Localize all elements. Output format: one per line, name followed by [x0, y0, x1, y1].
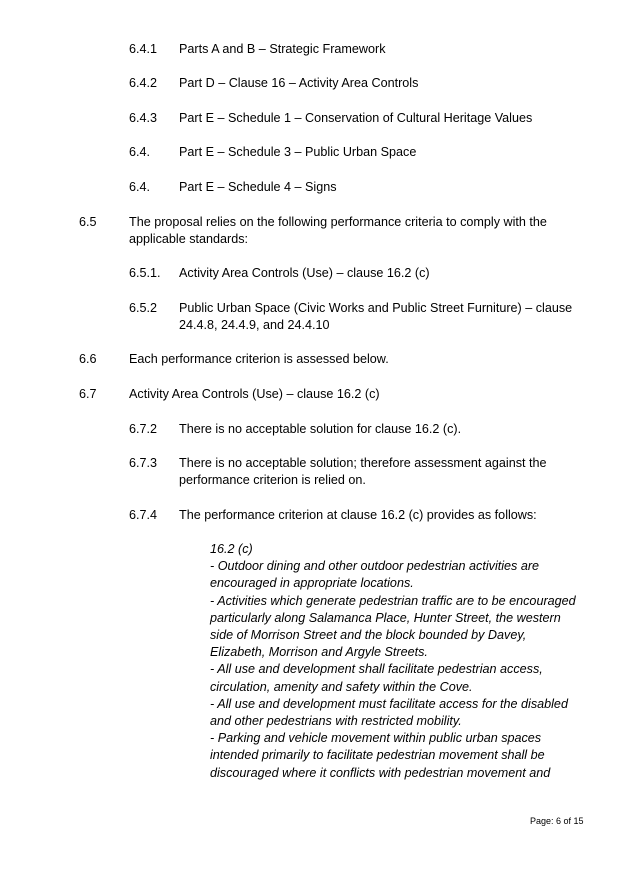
- quote-line: side of Morrison Street and the block bounded by Davey,: [210, 628, 527, 642]
- item-text: The performance criterion at clause 16.2 (c) provides as follows:: [179, 508, 537, 522]
- item-text: Part E – Schedule 4 – Signs: [179, 180, 337, 194]
- item-number: 6.7.2: [129, 422, 158, 436]
- item-number: 6.4.2: [129, 76, 158, 90]
- quote-line: - Parking and vehicle movement within public urban spaces: [210, 731, 542, 745]
- quote-line: - Activities which generate pedestrian traffic are to be encouraged: [210, 594, 576, 608]
- item-text: Public Urban Space (Civic Works and Public Street Furniture) – clause: [179, 301, 573, 315]
- item-text: performance criterion is relied on.: [179, 473, 366, 487]
- item-number: 6.4.: [129, 145, 151, 159]
- item-text: Part D – Clause 16 – Activity Area Controls: [179, 76, 419, 90]
- quote-line: circulation, amenity and safety within the Cove.: [210, 680, 473, 694]
- quote-line: 16.2 (c): [210, 542, 253, 556]
- item-text: Part E – Schedule 1 – Conservation of Cultural Heritage Values: [179, 111, 533, 125]
- item-number: 6.5.1.: [129, 266, 161, 280]
- item-text: Part E – Schedule 3 – Public Urban Space: [179, 145, 417, 159]
- quote-line: - Outdoor dining and other outdoor pedestrian activities are: [210, 559, 540, 573]
- section-text-line: Each performance criterion is assessed below.: [129, 352, 389, 366]
- section-text-line: The proposal relies on the following performance criteria to comply with the: [129, 215, 547, 229]
- quote-line: and other pedestrians with restricted mobility.: [210, 714, 462, 728]
- item-text: Parts A and B – Strategic Framework: [179, 42, 386, 56]
- item-number: 6.5.2: [129, 301, 158, 315]
- section-text-line: Activity Area Controls (Use) – clause 16.2 (c): [129, 387, 380, 401]
- quote-line: discouraged where it conflicts with pedestrian movement and: [210, 766, 551, 780]
- item-number: 6.4.3: [129, 111, 158, 125]
- section-number: 6.5: [79, 215, 97, 229]
- item-text: Activity Area Controls (Use) – clause 16.2 (c): [179, 266, 430, 280]
- quote-line: - All use and development must facilitate access for the disabled: [210, 697, 568, 711]
- item-text: 24.4.8, 24.4.9, and 24.4.10: [179, 318, 330, 332]
- page-number: Page: 6 of 15: [530, 816, 584, 826]
- item-text: There is no acceptable solution for clause 16.2 (c).: [179, 422, 462, 436]
- item-text: There is no acceptable solution; therefore assessment against the: [179, 456, 547, 470]
- item-number: 6.4.: [129, 180, 151, 194]
- quote-line: Elizabeth, Morrison and Argyle Streets.: [210, 645, 428, 659]
- section-number: 6.7: [79, 387, 97, 401]
- section-text-line: applicable standards:: [129, 232, 249, 246]
- quote-line: encouraged in appropriate locations.: [210, 576, 414, 590]
- item-number: 6.4.1: [129, 42, 158, 56]
- quote-line: - All use and development shall facilitate pedestrian access,: [210, 662, 543, 676]
- quote-line: particularly along Salamanca Place, Hunter Street, the western: [210, 611, 561, 625]
- item-number: 6.7.3: [129, 456, 158, 470]
- item-number: 6.7.4: [129, 508, 158, 522]
- quote-line: intended primarily to facilitate pedestrian movement shall be: [210, 748, 545, 762]
- section-number: 6.6: [79, 352, 97, 366]
